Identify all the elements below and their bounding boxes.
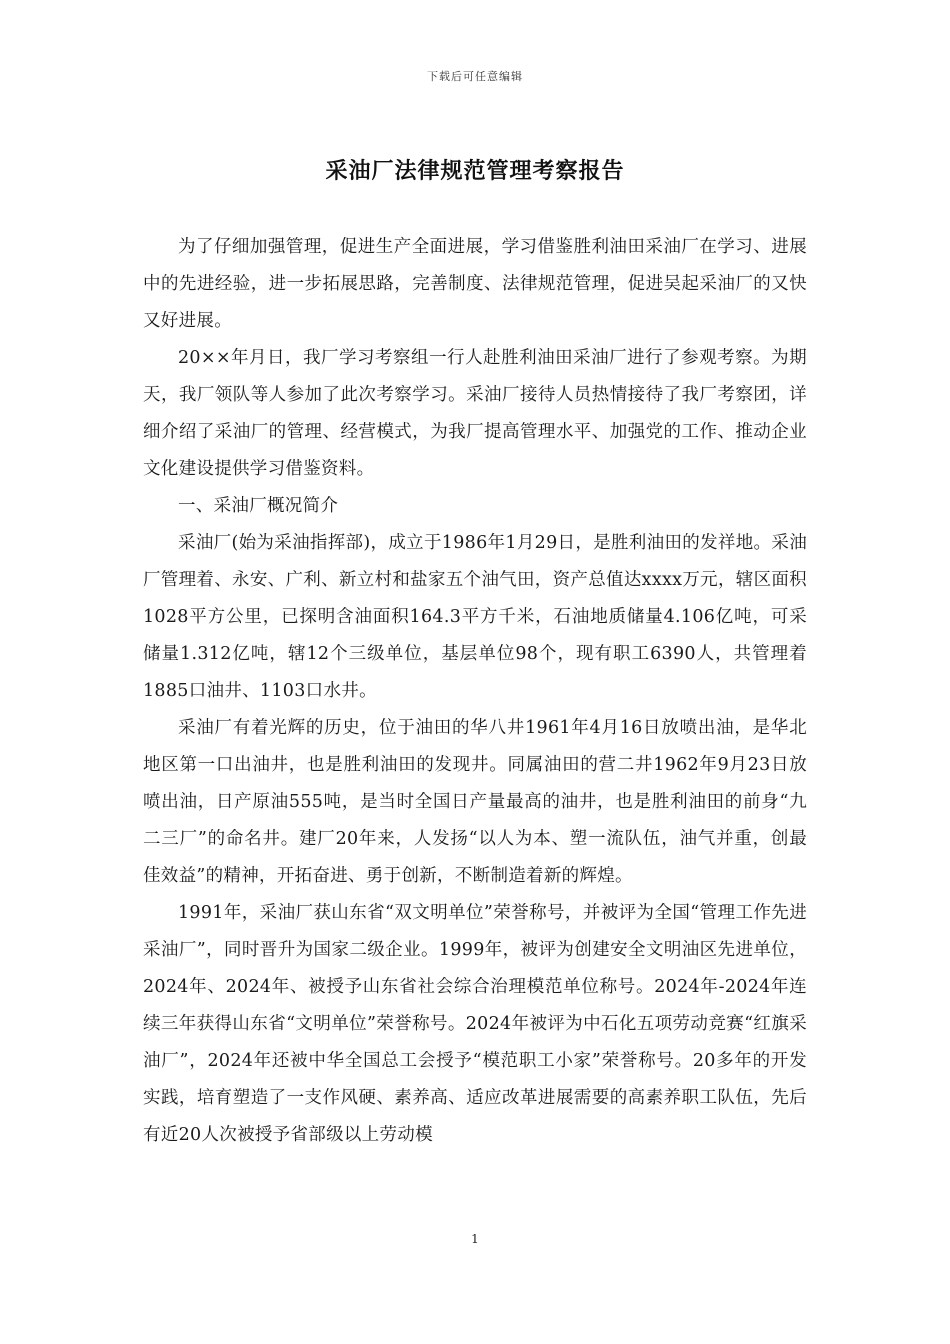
document-title: 采油厂法律规范管理考察报告 <box>325 158 625 184</box>
page-number: 1 <box>471 1232 479 1246</box>
paragraph-overview: 采油厂(始为采油指挥部)，成立于1986年1月29日，是胜利油田的发祥地。采油厂管理着、永安、广利、新立村和盐家五个油气田，资产总值达xxxx万元，辖区面积1028平方公里，已探明含油面积164.3平方千米，石油地质储量4.106亿吨，可采储量1.312亿吨，辖12个三级单位，基层单位98个，现有职工6390人，共管理着1885口油井、1103口水井。 <box>143 533 807 701</box>
page-header-note: 下载后可任意编辑 <box>427 70 523 83</box>
paragraph-visit: 20××年月日，我厂学习考察组一行人赴胜利油田采油厂进行了参观考察。为期天，我厂领队等人参加了此次考察学习。采油厂接待人员热情接待了我厂考察团，详细介绍了采油厂的管理、经营模式，为我厂提高管理水平、加强党的工作、推动企业文化建设提供学习借鉴资料。 <box>143 348 807 479</box>
paragraph-history: 采油厂有着光辉的历史，位于油田的华八井1961年4月16日放喷出油，是华北地区第一口出油井，也是胜利油田的发现井。同属油田的营二井1962年9月23日放喷出油，日产原油555吨，是当时全国日产量最高的油井，也是胜利油田的前身“九二三厂”的命名井。建厂20年来，人发扬“以人为本、塑一流队伍，油气并重，创最佳效益”的精神，开拓奋进、勇于创新，不断制造着新的辉煌。 <box>143 718 807 886</box>
section-heading-overview: 一、采油厂概况简介 <box>178 496 339 516</box>
paragraph-honors: 1991年，采油厂获山东省“双文明单位”荣誉称号，并被评为全国“管理工作先进采油厂”，同时晋升为国家二级企业。1999年，被评为创建安全文明油区先进单位，2024年、2024年、被授予山东省社会综合治理模范单位称号。2024年-2024年连续三年获得山东省“文明单位”荣誉称号。2024年被评为中石化五项劳动竞赛“红旗采油厂”，2024年还被中华全国总工会授予“模范职工小家”荣誉称号。20多年的开发实践，培育塑造了一支作风硬、素养高、适应改革进展需要的高素养职工队伍，先后有近20人次被授予省部级以上劳动模 <box>143 903 807 1145</box>
document-body <box>143 229 807 1154</box>
paragraph-intro: 为了仔细加强管理，促进生产全面进展，学习借鉴胜利油田采油厂在学习、进展中的先进经验，进一步拓展思路，完善制度、法律规范管理，促进吴起采油厂的又快又好进展。 <box>143 237 807 331</box>
